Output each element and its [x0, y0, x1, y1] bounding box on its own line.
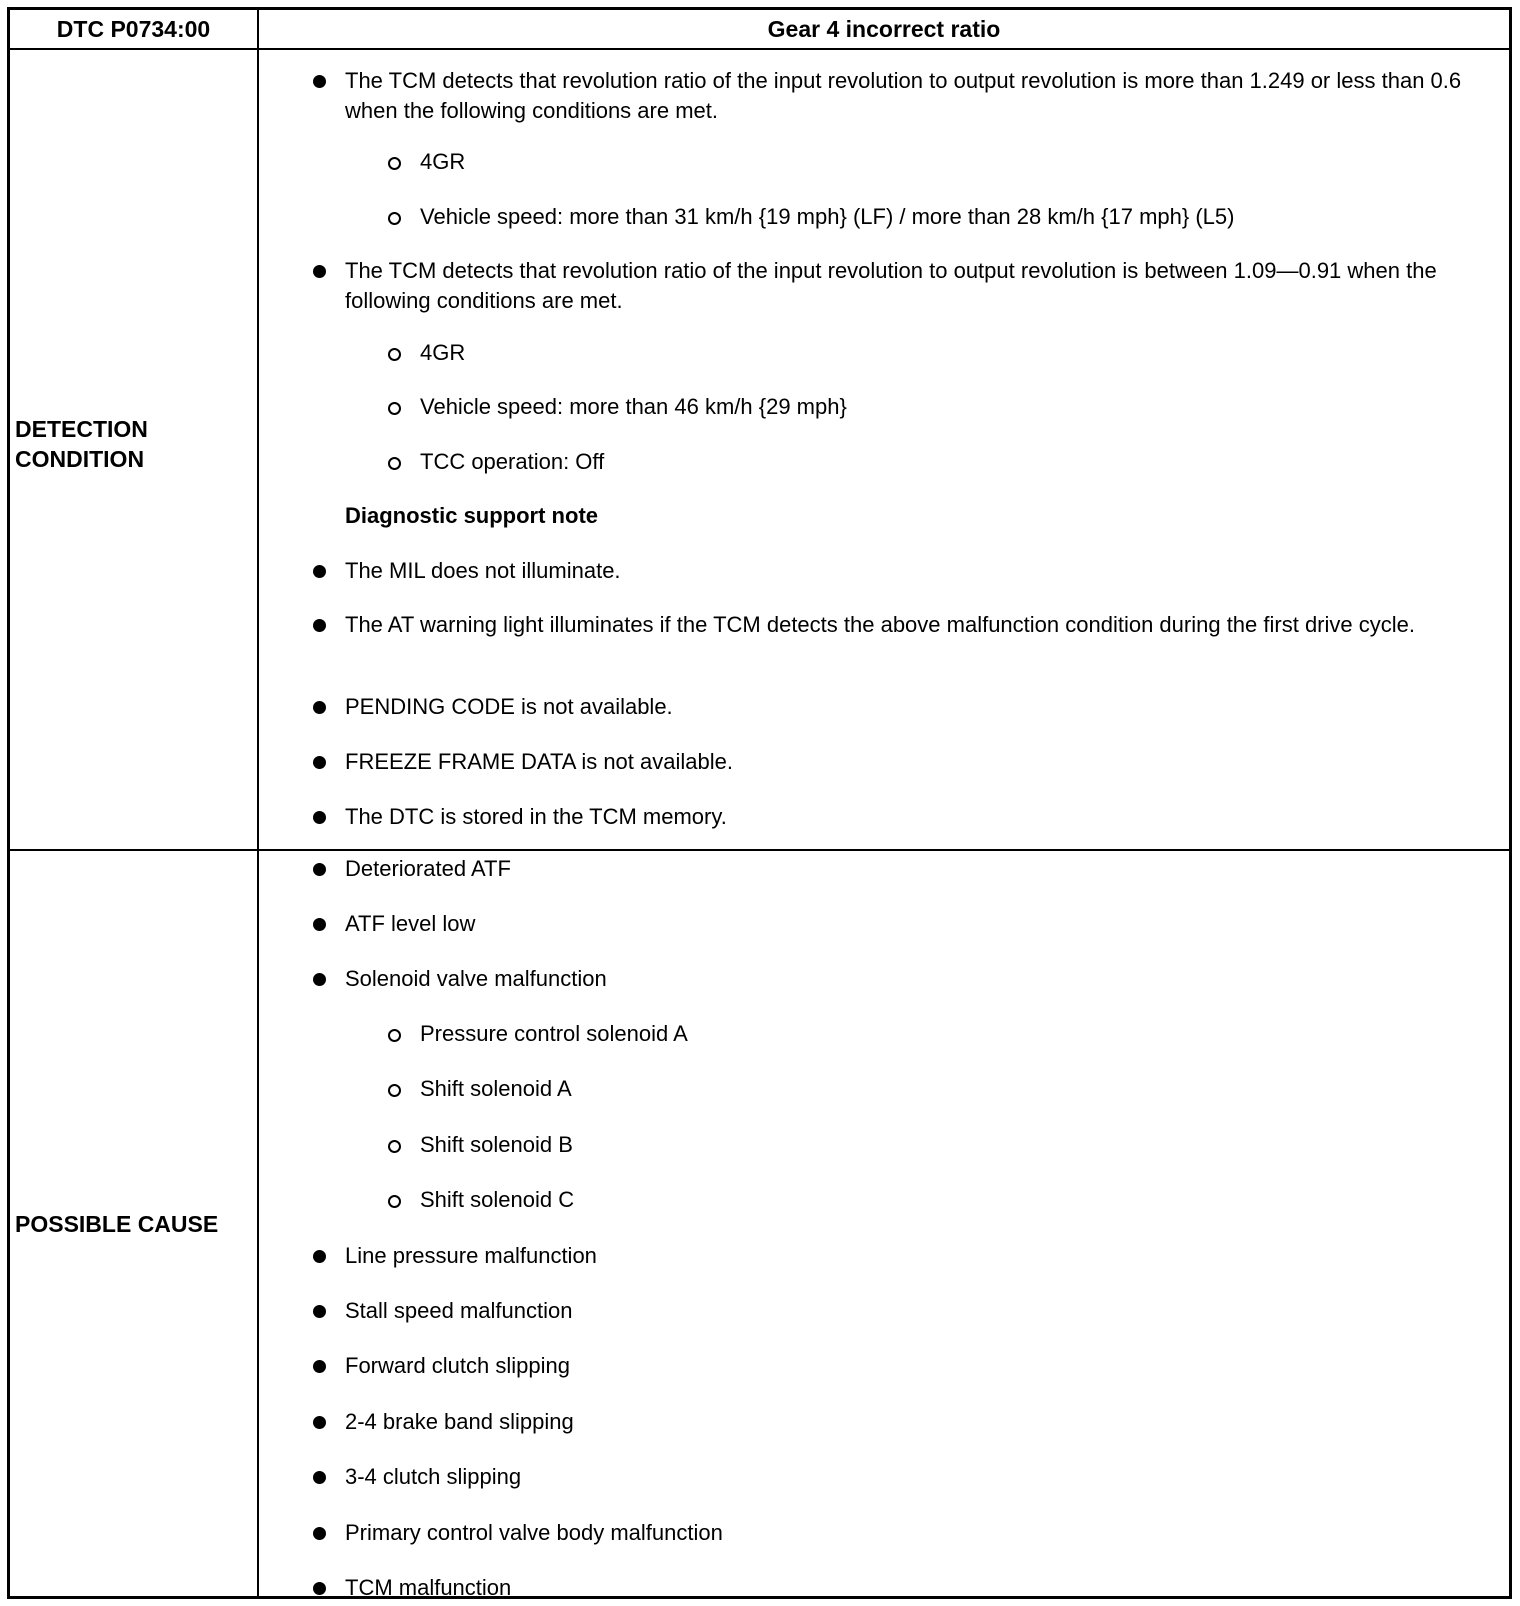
list-item — [345, 1518, 1481, 1548]
sub-list-item-text: TCC operation: Off — [420, 449, 605, 474]
sub-list-item — [420, 338, 1481, 368]
sub-list-item-text: 4GR — [420, 149, 466, 174]
sub-list-item-text: Shift solenoid A — [420, 1076, 572, 1101]
circle-bullet-icon — [388, 1029, 401, 1042]
list-item-text: 2-4 brake band slipping — [345, 1409, 574, 1434]
list-item-text: TCM malfunction — [345, 1575, 512, 1600]
bullet-icon — [313, 918, 326, 931]
bullet-icon — [313, 701, 326, 714]
sub-list-item-text: Shift solenoid C — [420, 1187, 575, 1212]
detection-label-line-2: CONDITION — [15, 446, 145, 472]
sub-list-item — [420, 1074, 1481, 1104]
dtc-table — [7, 7, 1512, 1599]
list-item-text: 3-4 clutch slipping — [345, 1464, 522, 1489]
bullet-icon — [313, 756, 326, 769]
sub-list-item-text: 4GR — [420, 340, 466, 365]
list-item — [345, 1351, 1481, 1381]
sub-list-item — [420, 1019, 1481, 1049]
list-item — [345, 1573, 1481, 1603]
list-item — [345, 256, 1481, 316]
list-item — [345, 909, 1481, 939]
list-item — [345, 556, 1481, 586]
cause-label-cell — [10, 851, 259, 1596]
dtc-code: DTC P0734:00 — [56, 15, 211, 42]
circle-bullet-icon — [388, 1140, 401, 1153]
header-code-cell — [10, 10, 259, 48]
list-item — [345, 1407, 1481, 1437]
list-item-text: The TCM detects that revolution ratio of the input revolution to output revolution is more than 1.249 or less than 0.6 when the following conditions are met. — [345, 68, 1462, 123]
bullet-icon — [313, 265, 326, 278]
bullet-icon — [313, 565, 326, 578]
circle-bullet-icon — [388, 157, 401, 170]
sub-list-item — [420, 447, 1481, 477]
list-item-text: Stall speed malfunction — [345, 1298, 573, 1323]
list-item-text: Solenoid valve malfunction — [345, 966, 607, 991]
sub-list-item-text: Pressure control solenoid A — [420, 1021, 688, 1046]
list-item — [345, 1241, 1481, 1271]
header-row — [10, 10, 1509, 50]
sub-list-item-text: Vehicle speed: more than 31 km/h {19 mph} (LF) / more than 28 km/h {17 mph} (L5) — [420, 204, 1235, 229]
sub-list-item-text: Shift solenoid B — [420, 1132, 573, 1157]
sub-list-item — [420, 392, 1481, 422]
detection-content-cell — [259, 50, 1509, 849]
circle-bullet-icon — [388, 457, 401, 470]
bullet-icon — [313, 619, 326, 632]
bullet-icon — [313, 863, 326, 876]
sub-list-item — [420, 202, 1481, 232]
list-item — [345, 692, 1481, 722]
bullet-icon — [313, 1360, 326, 1373]
sub-list-item — [420, 1130, 1481, 1160]
bullet-icon — [313, 1527, 326, 1540]
possible-cause-label: POSSIBLE CAUSE — [15, 1211, 219, 1237]
bullet-icon — [313, 811, 326, 824]
detection-condition-row — [10, 50, 1509, 851]
list-item — [345, 1462, 1481, 1492]
circle-bullet-icon — [388, 1195, 401, 1208]
list-item-text: The DTC is stored in the TCM memory. — [345, 804, 727, 829]
bullet-icon — [313, 1250, 326, 1263]
header-title-cell — [259, 10, 1509, 48]
detection-label-cell — [10, 50, 259, 849]
dtc-title: Gear 4 incorrect ratio — [767, 15, 1001, 42]
list-item-text: PENDING CODE is not available. — [345, 694, 673, 719]
detection-label-line-1: DETECTION — [15, 416, 148, 442]
sub-list-item-text: Vehicle speed: more than 46 km/h {29 mph} — [420, 394, 847, 419]
list-item-text: Deteriorated ATF — [345, 856, 511, 881]
list-item-text: FREEZE FRAME DATA is not available. — [345, 749, 733, 774]
bullet-icon — [313, 75, 326, 88]
list-item — [345, 854, 1481, 884]
bullet-icon — [313, 1471, 326, 1484]
list-item — [345, 802, 1481, 832]
bullet-icon — [313, 973, 326, 986]
list-item-text: The TCM detects that revolution ratio of the input revolution to output revolution is between 1.09—0.91 when the following conditions are met. — [345, 258, 1437, 313]
cause-content-cell — [259, 851, 1509, 1600]
list-item-text: The AT warning light illuminates if the TCM detects the above malfunction condition during the first drive cycle. — [345, 612, 1415, 637]
list-item — [345, 747, 1481, 777]
list-item — [345, 1296, 1481, 1326]
list-item-text: ATF level low — [345, 911, 476, 936]
sub-list-item — [420, 1185, 1481, 1215]
list-item-text: Forward clutch slipping — [345, 1353, 570, 1378]
list-item-text: The MIL does not illuminate. — [345, 558, 621, 583]
circle-bullet-icon — [388, 348, 401, 361]
detection-condition-label — [15, 414, 253, 474]
circle-bullet-icon — [388, 212, 401, 225]
list-item — [345, 66, 1481, 126]
circle-bullet-icon — [388, 1084, 401, 1097]
sub-list-item — [420, 147, 1481, 177]
list-item — [345, 964, 1481, 994]
list-item-text: Line pressure malfunction — [345, 1243, 597, 1268]
bullet-icon — [313, 1582, 326, 1595]
diagnostic-support-note-heading: Diagnostic support note — [345, 503, 598, 528]
bullet-icon — [313, 1416, 326, 1429]
list-item-text: Primary control valve body malfunction — [345, 1520, 723, 1545]
list-item — [345, 610, 1481, 640]
possible-cause-row — [10, 851, 1509, 1600]
bullet-icon — [313, 1305, 326, 1318]
circle-bullet-icon — [388, 402, 401, 415]
